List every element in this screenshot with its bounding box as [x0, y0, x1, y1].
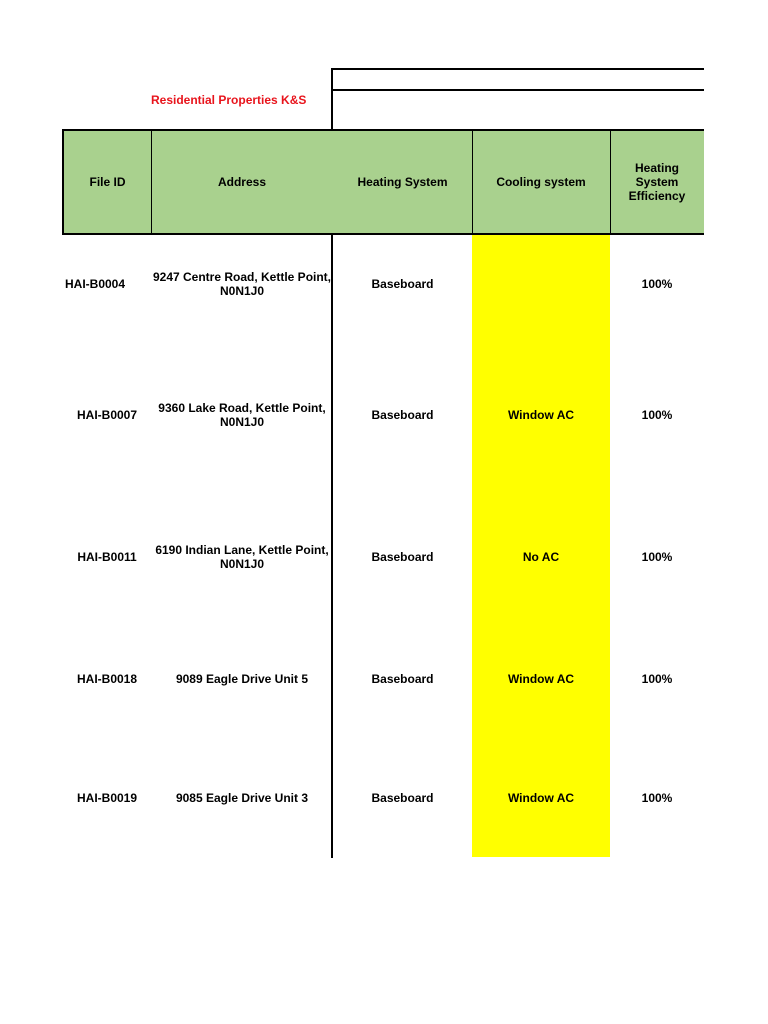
header-file-id — [63, 130, 152, 234]
row-file-id: HAI-B0011 — [77, 550, 137, 564]
header-file-id-label: File ID — [89, 175, 126, 189]
row-heating: Baseboard — [371, 550, 434, 564]
row-address: 9085 Eagle Drive Unit 3 — [175, 791, 309, 805]
row-address: 9247 Centre Road, Kettle Point, N0N1J0 — [152, 270, 332, 298]
header-divider-4 — [610, 131, 611, 233]
header-address-label: Address — [217, 175, 267, 189]
row-file-id: HAI-B0019 — [76, 791, 138, 805]
row-heating: Baseboard — [371, 672, 434, 686]
header-heating-label: Heating System — [357, 175, 448, 189]
header-cooling-system — [472, 130, 610, 234]
row-heating: Baseboard — [371, 408, 434, 422]
row-efficiency: 100% — [641, 672, 673, 686]
row-cooling: Window AC — [507, 791, 575, 805]
row-file-id: HAI-B0018 — [76, 672, 138, 686]
row-file-id: HAI-B0004 — [64, 277, 126, 291]
top-border-line-2 — [332, 89, 704, 91]
header-cooling-label: Cooling system — [496, 175, 586, 189]
page-title: Residential Properties K&S — [151, 93, 307, 107]
header-divider-3 — [472, 131, 473, 233]
header-address — [151, 130, 333, 234]
row-cooling — [472, 272, 610, 296]
row-efficiency: 100% — [641, 791, 673, 805]
top-border-line — [332, 68, 704, 70]
header-border-top — [63, 129, 704, 131]
row-cooling: No AC — [522, 550, 560, 564]
header-heating-system — [333, 130, 472, 234]
header-efficiency — [610, 130, 704, 234]
header-border-bottom — [63, 233, 704, 235]
row-address: 9360 Lake Road, Kettle Point, N0N1J0 — [158, 401, 326, 429]
row-cooling: Window AC — [507, 672, 575, 686]
row-heating: Baseboard — [371, 277, 434, 291]
header-efficiency-label: Heating System Efficiency — [628, 161, 686, 203]
row-efficiency: 100% — [641, 408, 673, 422]
row-efficiency: 100% — [641, 550, 673, 564]
row-efficiency: 100% — [641, 277, 673, 291]
header-border-left — [62, 129, 64, 235]
row-heating: Baseboard — [371, 791, 434, 805]
header-divider-1 — [151, 131, 152, 233]
row-address: 6190 Indian Lane, Kettle Point, N0N1J0 — [155, 543, 329, 571]
row-file-id: HAI-B0007 — [76, 408, 138, 422]
row-address: 9089 Eagle Drive Unit 5 — [175, 672, 309, 686]
row-cooling: Window AC — [507, 408, 575, 422]
